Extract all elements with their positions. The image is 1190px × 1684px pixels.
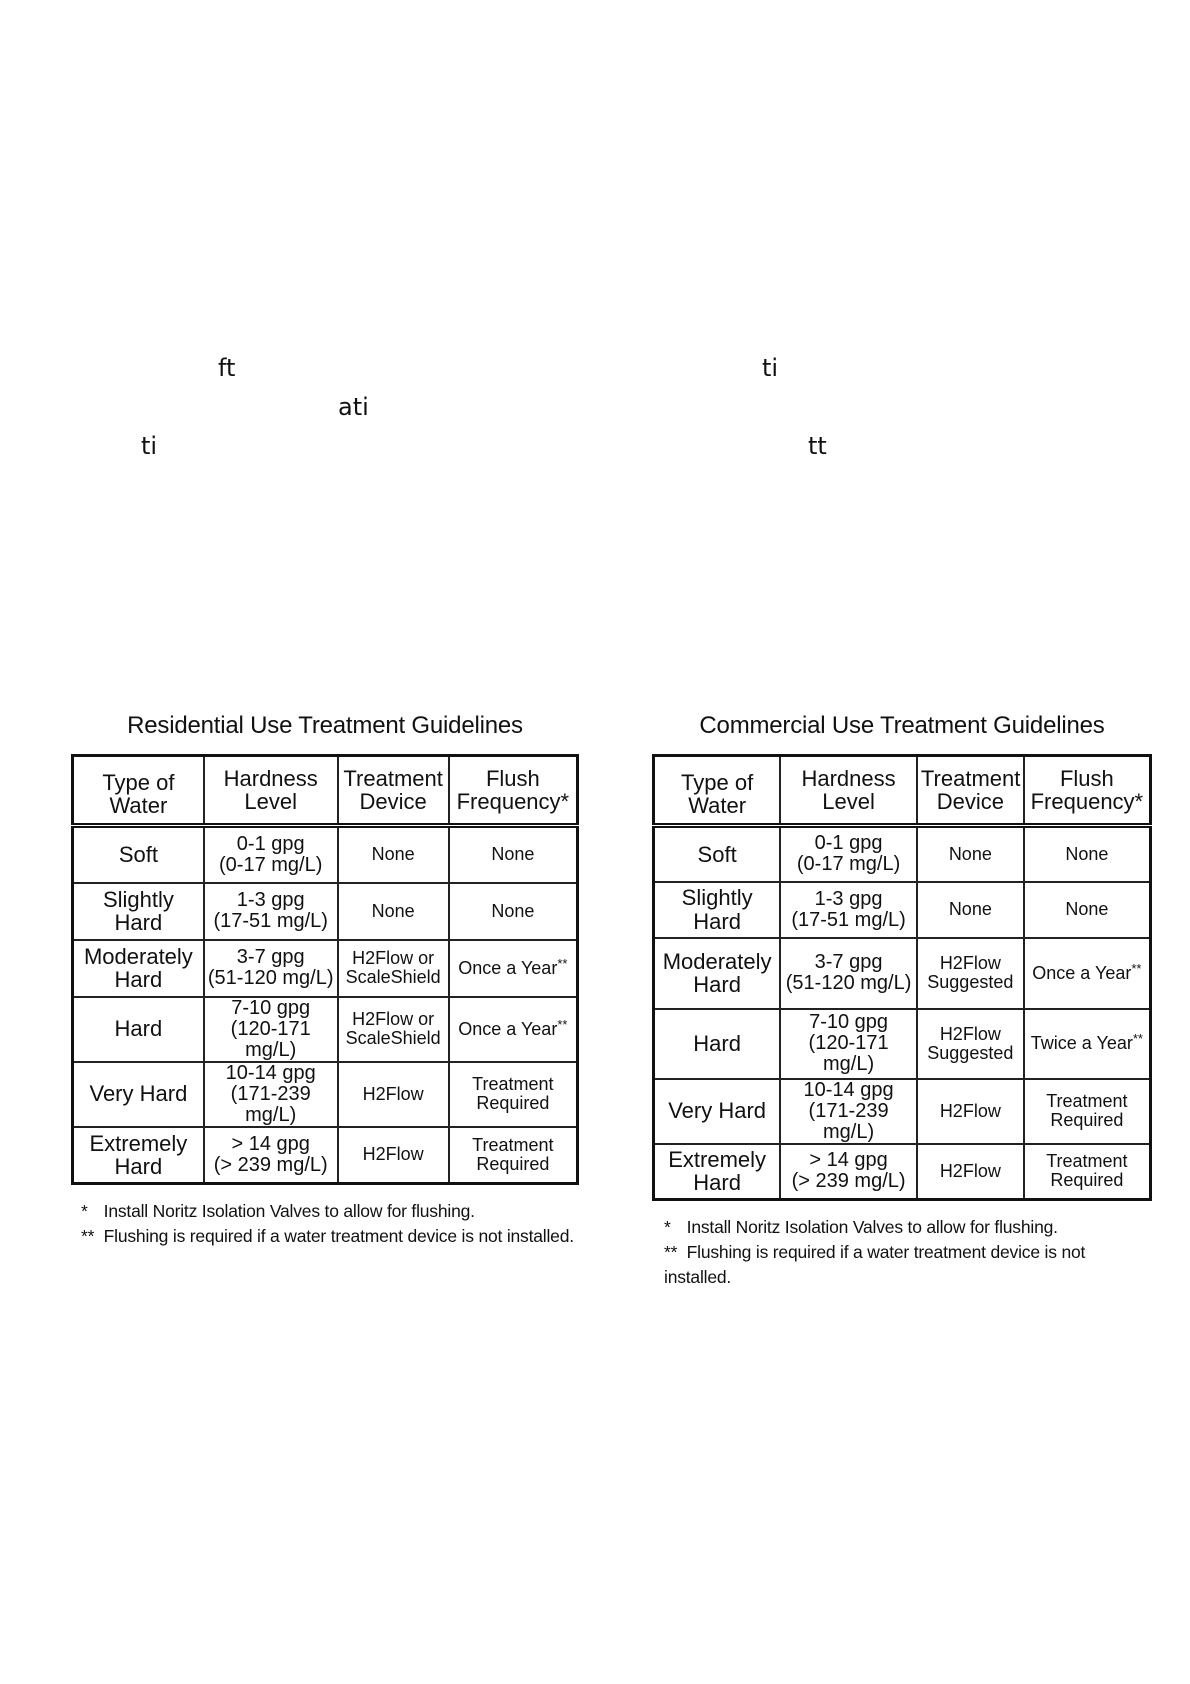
residential-table xyxy=(71,754,579,1185)
commercial-title: Commercial Use Treatment Guidelines xyxy=(699,712,1105,739)
footnote: ** Flushing is required if a water treatment device is not installed. xyxy=(81,1225,574,1246)
flush-frequency-cell: Twice a Year** xyxy=(1024,1009,1151,1079)
table-row xyxy=(654,1144,1151,1200)
commercial-footnotes xyxy=(652,1215,1152,1290)
hardness-level-cell: 1-3 gpg (17-51 mg/L) xyxy=(204,883,338,940)
commercial-guidelines xyxy=(652,712,1152,1290)
table-header-row xyxy=(73,756,578,826)
treatment-device-cell: None xyxy=(338,826,449,883)
flush-frequency-cell: Once a Year** xyxy=(1024,938,1151,1009)
header-flush-frequency: Flush Frequency* xyxy=(449,756,578,826)
hardness-level-cell: > 14 gpg (> 239 mg/L) xyxy=(204,1127,338,1184)
treatment-device-cell: H2Flow Suggested xyxy=(917,938,1024,1009)
treatment-device-cell: H2Flow Suggested xyxy=(917,1009,1024,1079)
water-type-cell: Soft xyxy=(73,826,204,883)
table-row xyxy=(73,1127,578,1184)
footnote-mark: ** xyxy=(1131,960,1142,976)
hardness-level-cell: 3-7 gpg (51-120 mg/L) xyxy=(780,938,917,1009)
table-row xyxy=(654,882,1151,938)
flush-frequency-cell: Treatment Required xyxy=(449,1062,578,1127)
flush-frequency-cell: None xyxy=(449,883,578,940)
treatment-device-cell: H2Flow xyxy=(917,1144,1024,1200)
table-row xyxy=(73,1062,578,1127)
residential-title: Residential Use Treatment Guidelines xyxy=(127,712,523,739)
treatment-device-cell: H2Flow xyxy=(338,1127,449,1184)
text-fragment: ti xyxy=(762,354,779,382)
treatment-device-cell: None xyxy=(917,826,1024,882)
table-header-row xyxy=(654,756,1151,826)
table-row xyxy=(654,1009,1151,1079)
header-hardness-level: Hardness Level xyxy=(780,756,917,826)
header-type-of-water: Type of Water xyxy=(73,756,204,826)
flush-frequency-cell: Treatment Required xyxy=(1024,1079,1151,1144)
footnote-mark: ** xyxy=(1132,1031,1143,1047)
text-fragment: ati xyxy=(338,393,369,421)
table-row xyxy=(73,940,578,997)
residential-guidelines xyxy=(71,712,579,1249)
flush-frequency-cell: None xyxy=(1024,882,1151,938)
table-row xyxy=(654,826,1151,882)
text-fragment: ft xyxy=(218,354,236,382)
water-type-cell: Soft xyxy=(654,826,781,882)
water-type-cell: Extremely Hard xyxy=(654,1144,781,1200)
hardness-level-cell: 0-1 gpg (0-17 mg/L) xyxy=(204,826,338,883)
water-type-cell: Moderately Hard xyxy=(73,940,204,997)
table-row xyxy=(654,938,1151,1009)
text-fragment: ti xyxy=(141,432,158,460)
water-type-cell: Moderately Hard xyxy=(654,938,781,1009)
header-hardness-level: Hardness Level xyxy=(204,756,338,826)
footnote-mark: ** xyxy=(557,955,568,971)
treatment-device-cell: H2Flow xyxy=(338,1062,449,1127)
water-type-cell: Slightly Hard xyxy=(654,882,781,938)
hardness-level-cell: > 14 gpg (> 239 mg/L) xyxy=(780,1144,917,1200)
water-type-cell: Hard xyxy=(654,1009,781,1079)
water-type-cell: Very Hard xyxy=(654,1079,781,1144)
flush-frequency-cell: Once a Year** xyxy=(449,997,578,1062)
header-type-of-water: Type of Water xyxy=(654,756,781,826)
table-row xyxy=(654,1079,1151,1144)
water-type-cell: Hard xyxy=(73,997,204,1062)
commercial-rows xyxy=(654,826,1151,1200)
residential-rows xyxy=(73,826,578,1184)
table-row xyxy=(73,826,578,883)
table-row xyxy=(73,883,578,940)
hardness-level-cell: 10-14 gpg (171-239 mg/L) xyxy=(204,1062,338,1127)
flush-frequency-cell: Treatment Required xyxy=(449,1127,578,1184)
water-type-cell: Extremely Hard xyxy=(73,1127,204,1184)
hardness-level-cell: 1-3 gpg (17-51 mg/L) xyxy=(780,882,917,938)
footnote: * Install Noritz Isolation Valves to allow for flushing. xyxy=(664,1217,1058,1237)
residential-footnotes xyxy=(71,1199,579,1249)
treatment-device-cell: H2Flow xyxy=(917,1079,1024,1144)
hardness-level-cell: 7-10 gpg (120-171 mg/L) xyxy=(204,997,338,1062)
hardness-level-cell: 10-14 gpg (171-239 mg/L) xyxy=(780,1079,917,1144)
hardness-level-cell: 0-1 gpg (0-17 mg/L) xyxy=(780,826,917,882)
header-treatment-device: Treatment Device xyxy=(338,756,449,826)
treatment-device-cell: H2Flow or ScaleShield xyxy=(338,997,449,1062)
water-type-cell: Very Hard xyxy=(73,1062,204,1127)
treatment-device-cell: None xyxy=(338,883,449,940)
header-treatment-device: Treatment Device xyxy=(917,756,1024,826)
text-fragment: tt xyxy=(808,432,827,460)
hardness-level-cell: 7-10 gpg (120-171 mg/L) xyxy=(780,1009,917,1079)
footnote-mark: ** xyxy=(557,1016,568,1032)
water-type-cell: Slightly Hard xyxy=(73,883,204,940)
treatment-device-cell: H2Flow or ScaleShield xyxy=(338,940,449,997)
footnote: * Install Noritz Isolation Valves to allow for flushing. xyxy=(81,1201,475,1221)
treatment-device-cell: None xyxy=(917,882,1024,938)
flush-frequency-cell: None xyxy=(449,826,578,883)
commercial-table xyxy=(652,754,1152,1201)
hardness-level-cell: 3-7 gpg (51-120 mg/L) xyxy=(204,940,338,997)
flush-frequency-cell: None xyxy=(1024,826,1151,882)
table-row xyxy=(73,997,578,1062)
footnote: ** Flushing is required if a water treatment device is not installed. xyxy=(664,1241,1086,1287)
header-flush-frequency: Flush Frequency* xyxy=(1024,756,1151,826)
flush-frequency-cell: Once a Year** xyxy=(449,940,578,997)
flush-frequency-cell: Treatment Required xyxy=(1024,1144,1151,1200)
